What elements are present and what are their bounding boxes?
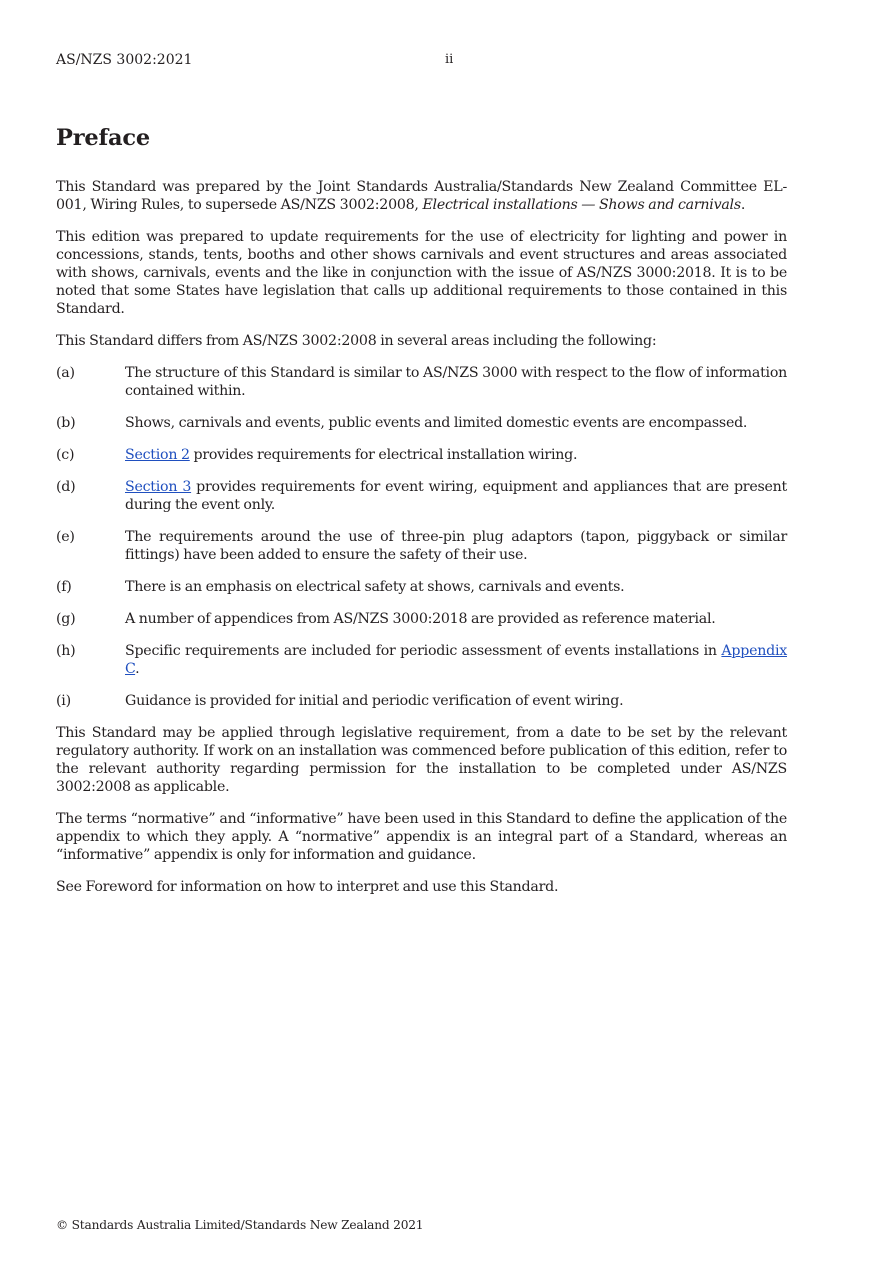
list-item-label: (i) [56,693,71,709]
intro-p1-italic-title: Electrical installations — Shows and carnivals [422,197,741,213]
list-item-text: The requirements around the use of three-pin plug adaptors (tapon, piggyback or similar fittings) have been added to ensure the safety of their use. [125,529,787,563]
section-2-link[interactable]: Section 2 [125,447,190,463]
appendix-c-link[interactable]: Appendix C [125,643,787,677]
page-header [56,52,788,70]
list-item-h [56,642,787,678]
list-item-label: (f) [56,579,72,595]
preface-content [56,124,787,910]
list-item-label: (a) [56,365,75,381]
list-item-label: (b) [56,415,76,431]
list-item-label: (d) [56,479,76,495]
list-item-text: Shows, carnivals and events, public events and limited domestic events are encompassed. [125,415,748,431]
intro-p1-text: This Standard was prepared by the Joint Standards Australia/Standards New Zealand Committee EL-001, Wiring Rules, to supersede AS/NZS 3002:2008, [56,179,787,213]
list-item-text: Specific requirements are included for periodic assessment of events installations in [125,643,722,659]
section-3-link[interactable]: Section 3 [125,479,192,495]
list-item-label: (g) [56,611,76,627]
closing-paragraph-1: This Standard may be applied through legislative requirement, from a date to be set by the relevant regulatory authority. If work on an installation was commenced before publication of this edition, refer to the relevant authority regarding permission for the installation to be completed under AS/NZS 3002:2008 as applicable. [56,725,787,795]
list-item-text: The structure of this Standard is similar to AS/NZS 3000 with respect to the flow of information contained within. [125,365,787,399]
list-item-label: (e) [56,529,75,545]
list-item-e [56,528,787,564]
list-item-label: (h) [56,643,76,659]
intro-paragraph-1 [56,178,787,214]
list-item-c [56,446,787,464]
closing-paragraph-2: The terms “normative” and “informative” have been used in this Standard to define the application of the appendix to which they apply. A “normative” appendix is an integral part of a Standard, whereas an “informative” appendix is only for information and guidance. [56,811,787,863]
list-item-text: There is an emphasis on electrical safety at shows, carnivals and events. [125,579,625,595]
closing-paragraph-3: See Foreword for information on how to interpret and use this Standard. [56,879,559,895]
list-item-a [56,364,787,400]
document-id: AS/NZS 3002:2021 [56,52,193,68]
intro-paragraph-2: This edition was prepared to update requirements for the use of electricity for lighting and power in concessions, stands, tents, booths and other shows carnivals and event structures and areas associated with shows, carnivals, events and the like in conjunction with the issue of AS/NZS 3000:2018. It is to be noted that some States have legislation that calls up additional requirements to those contained in this Standard. [56,229,787,317]
list-item-text: provides requirements for event wiring, equipment and appliances that are present during the event only. [125,479,787,513]
page-title: Preface [56,125,150,151]
list-item-label: (c) [56,447,75,463]
differences-list [56,364,787,710]
list-item-text: Guidance is provided for initial and periodic verification of event wiring. [125,693,624,709]
copyright-footer: © Standards Australia Limited/Standards New Zealand 2021 [56,1218,424,1232]
intro-paragraph-3: This Standard differs from AS/NZS 3002:2008 in several areas including the following: [56,333,657,349]
list-item-g [56,610,787,628]
list-item-d [56,478,787,514]
intro-p1-end: . [740,197,746,213]
list-item-text: A number of appendices from AS/NZS 3000:2018 are provided as reference material. [125,611,716,627]
list-item-text-end: . [135,661,140,677]
list-item-b [56,414,787,432]
list-item-text: provides requirements for electrical installation wiring. [189,447,578,463]
page-number: ii [445,52,454,67]
list-item-i [56,692,787,710]
list-item-f [56,578,787,596]
